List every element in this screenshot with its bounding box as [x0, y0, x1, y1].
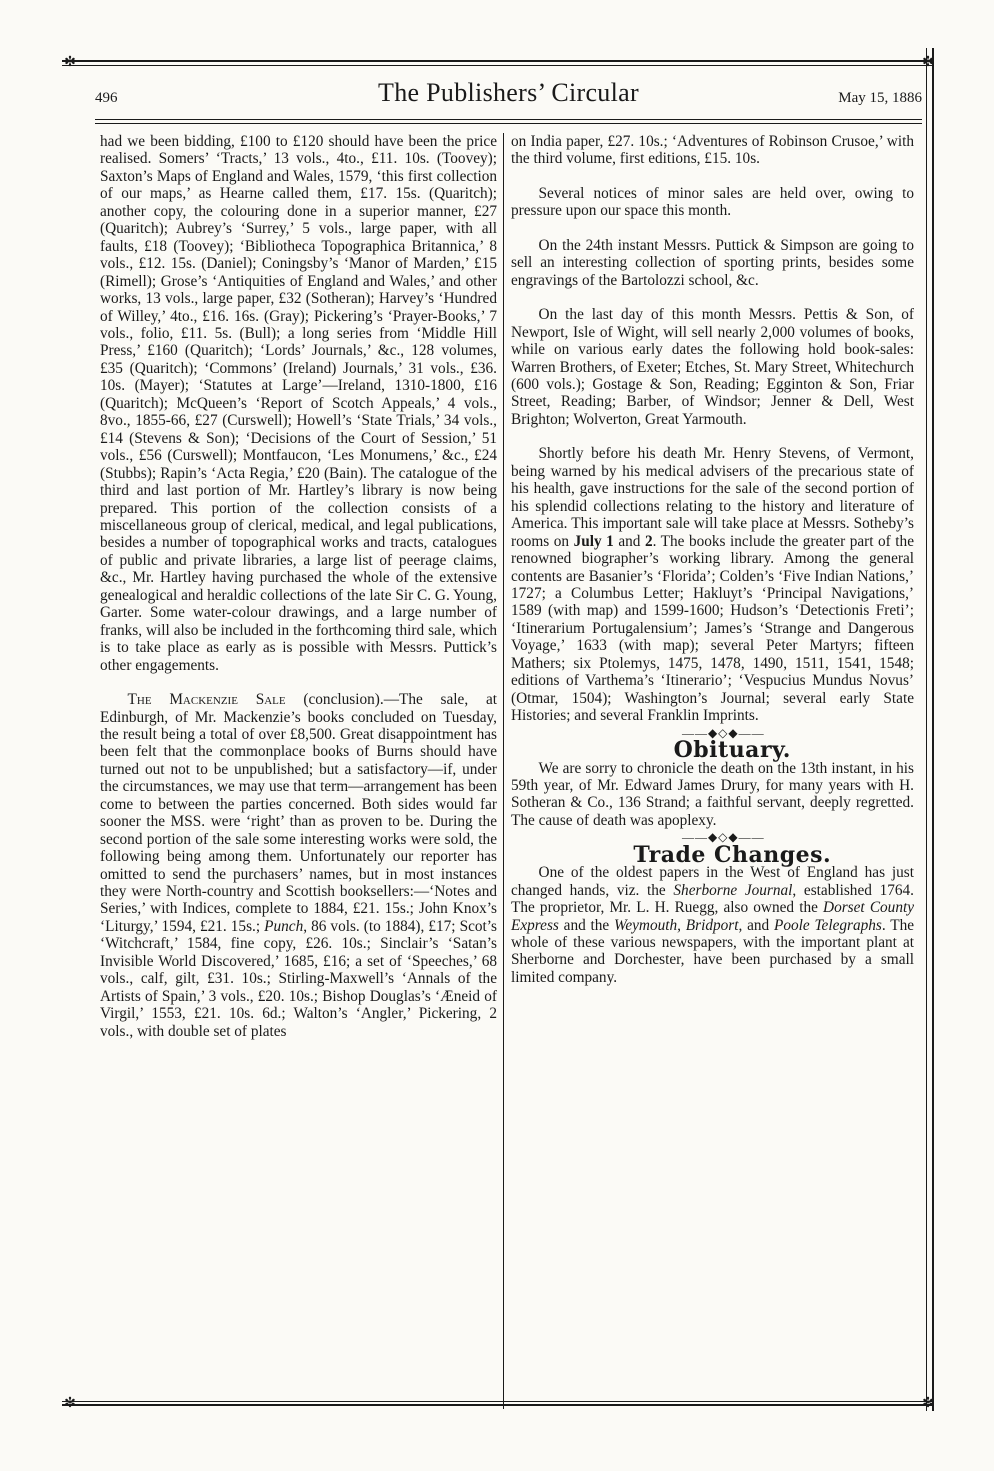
- paragraph: The Mackenzie Sale (conclusion).—The sale, at Edinburgh, of Mr. Mackenzie’s books concluded on Tuesday, the result being a total of over £8,500. Great disappointment has been felt that the commonplace books of Burns should have turned out not to be unpublished; but a satisfactory—if, under the circumstances, we may use that term—arrangement has been come to between the parties concerned. Both sides would far sooner the MSS. were ‘right’ than as proven to be. During the second portion of the sale some interesting works were sold, the following being among them. Unfortunately our reporter has omitted to send the purchasers’ names, but in most instances they were North-country and Scottish booksellers:—‘Notes and Series,’ with Indices, complete to 1884, £21. 15s.; John Knox’s ‘Liturgy,’ 1594, £21. 15s.; Punch, 86 vols. (to 1884), £17; Scot’s ‘Witchcraft,’ 1584, fine copy, £26. 10s.; Sinclair’s ‘Satan’s Invisible World Discovered,’ 1685, £16; a set of ‘Speeches,’ 68 vols., calf, gilt, £31. 10s.; Stirling-Maxwell’s ‘Annals of the Artists of Spain,’ 3 vols., £20. 10s.; Bishop Douglas’s ‘Æneid of Virgil,’ 1553, £21. 10s. 6d.; Walton’s ‘Angler,’ Pickering, 2 vols., with double set of plates: [100, 691, 497, 1040]
- paragraph: We are sorry to chronicle the death on the 13th instant, in his 59th year, of Mr. Edward James Drury, for many years with H. Sotheran & Co., 136 Strand; a faithful servant, deeply regretted. The cause of death was apoplexy.: [511, 759, 914, 829]
- paragraph: on India paper, £27. 10s.; ‘Adventures of Robinson Crusoe,’ with the third volume, first editions, £15. 10s.: [511, 133, 914, 168]
- paragraph: had we been bidding, £100 to £120 should have been the price realised. Somers’ ‘Tracts,’ 13 vols., 4to., £11. 10s. (Toovey); Saxton’s Maps of England and Wales, 1579, ‘this first collection of our maps,’ as Hearne called them, £17. 15s. (Quaritch); another copy, the colouring done in a superior manner, £27 (Quaritch); Aubrey’s ‘Surrey,’ 5 vols., large paper, with all faults, £18 (Toovey); ‘Bibliotheca Topographica Britannica,’ 8 vols., £12. 15s. (Daniel); Coningsby’s ‘Manor of Marden,’ £15 (Rimell); Grose’s ‘Antiquities of England and Wales,’ and other works, 13 vols., large paper, £32 (Sotheran); Harvey’s ‘Hundred of Willey,’ 4to., £16. 16s. (Gray); Pickering’s ‘Prayer-Books,’ 7 vols., folio, £11. 5s. (Bull); a long series from ‘Middle Hill Press,’ £160 (Quaritch); ‘Lords’ Journals,’ &c., 128 volumes, £35 (Quaritch); ‘Commons’ (Ireland) Journals,’ 31 vols., £36. 10s. (Mayer); ‘Statutes at Large’—Ireland, 1310-1800, £16 (Quaritch); McQueen’s ‘Report of Scotch Appeals,’ 4 vols., 8vo., 1855-66, £27 (Curswell); Howell’s ‘State Trials,’ 34 vols., £14 (Stevens & Son); ‘Decisions of the Court of Session,’ 51 vols., £56 (Curswell); Montfaucon, ‘Les Monumens,’ &c., £24 (Stubbs); Rapin’s ‘Acta Regia,’ £20 (Bain). The catalogue of the third and last portion of Mr. Hartley’s library is now being prepared. This portion of the collection consists of a miscellaneous group of clerical, medical, and legal publications, besides a number of topographical works and tracts, catalogues of public and private libraries, a large list of peerage claims, &c., Mr. Hartley having purchased the whole of the extensive genealogical and heraldic collections of the late Sir C. G. Young, Garter. Some water-colour drawings, and a large number of franks, will also be included in the forthcoming third sale, which is to take place as early as is possible with Messrs. Puttick’s other engagements.: [100, 133, 497, 674]
- page-number: 496: [95, 90, 118, 106]
- header-rule-2: [95, 123, 922, 124]
- header-rule-1: [95, 119, 922, 120]
- trade-changes-heading: Trade Changes.: [633, 841, 832, 868]
- paragraph: Several notices of minor sales are held over, owing to pressure upon our space this month.: [511, 184, 914, 220]
- right-border-bar: [926, 48, 934, 1411]
- right-column: [511, 133, 914, 986]
- paragraph: On the 24th instant Messrs. Puttick & Simpson are going to sell an interesting collection of sporting prints, besides some engravings of the Bartolozzi school, &c.: [511, 236, 914, 289]
- corner-ornament-icon: ✻: [64, 55, 76, 70]
- top-rule-thick: [62, 60, 934, 62]
- corner-ornament-icon: ✻: [922, 1396, 934, 1411]
- corner-ornament-icon: ✻: [922, 55, 934, 70]
- bottom-rule-thick: [62, 1404, 934, 1406]
- paragraph: On the last day of this month Messrs. Pettis & Son, of Newport, Isle of Wight, will sell nearly 2,000 volumes of books, while on various early dates the following hold book-sales: Warren Brothers, of Exeter; Etches, St. Mary Street, Whitechurch (600 vols.); Gostage & Son, Reading; Egginton & Son, Friar Street, Reading; Barber, of Windsor; Jenner & Dell, West Brighton; Wolverton, Great Yarmouth.: [511, 306, 914, 428]
- fleuron-divider: ——◆◇◆——: [681, 725, 765, 740]
- column-divider: [503, 133, 504, 1409]
- fleuron-divider: ——◆◇◆——: [681, 830, 765, 845]
- page-header: [95, 78, 922, 112]
- left-column: [100, 133, 497, 1040]
- issue-date: May 15, 1886: [838, 90, 922, 106]
- page-title: The Publishers’ Circular: [378, 78, 639, 107]
- bottom-rule-thin: [62, 1401, 934, 1402]
- top-rule-thin: [62, 65, 934, 66]
- corner-ornament-icon: ✻: [64, 1396, 76, 1411]
- section-label: The Mackenzie Sale: [127, 691, 286, 709]
- paragraph: One of the oldest papers in the West of England has just changed hands, viz. the Sherborne Journal, established 1764. The proprietor, Mr. L. H. Ruegg, also owned the Dorset County Express and the Weymouth, Bridport, and Poole Telegraphs. The whole of these various newspapers, with the important plant at Sherborne and Dorchester, have been purchased by a small limited company.: [511, 864, 915, 986]
- obituary-heading: Obituary.: [673, 737, 791, 764]
- paragraph: Shortly before his death Mr. Henry Stevens, of Vermont, being warned by his medical advisers of the precarious state of his health, gave instructions for the sale of the second portion of his splendid collections relating to the history and literature of America. This important sale will take place at Messrs. Sotheby’s rooms on July 1 and 2. The books include the greater part of the renowned biographer’s working library. Among the general contents are Basanier’s ‘Florida’; Colden’s ‘Five Indian Nations,’ 1727; a Columbus Letter; Hakluyt’s ‘Principal Navigations,’ 1589 (with map) and 1599-1600; Hudson’s ‘Detectionis Freti’; ‘Itinerarium Portugalensium’; James’s ‘Strange and Dangerous Voyage,’ 1633 (with map); several Peter Martyrs; fifteen Mathers; six Ptolemys, 1475, 1478, 1490, 1511, 1541, 1548; editions of Varthema’s ‘Itinerario’; ‘Vespucius Mundus Novus’ (Otmar, 1504); Washington’s Journal; several early State Histories; and several Franklin Imprints.: [511, 445, 914, 725]
